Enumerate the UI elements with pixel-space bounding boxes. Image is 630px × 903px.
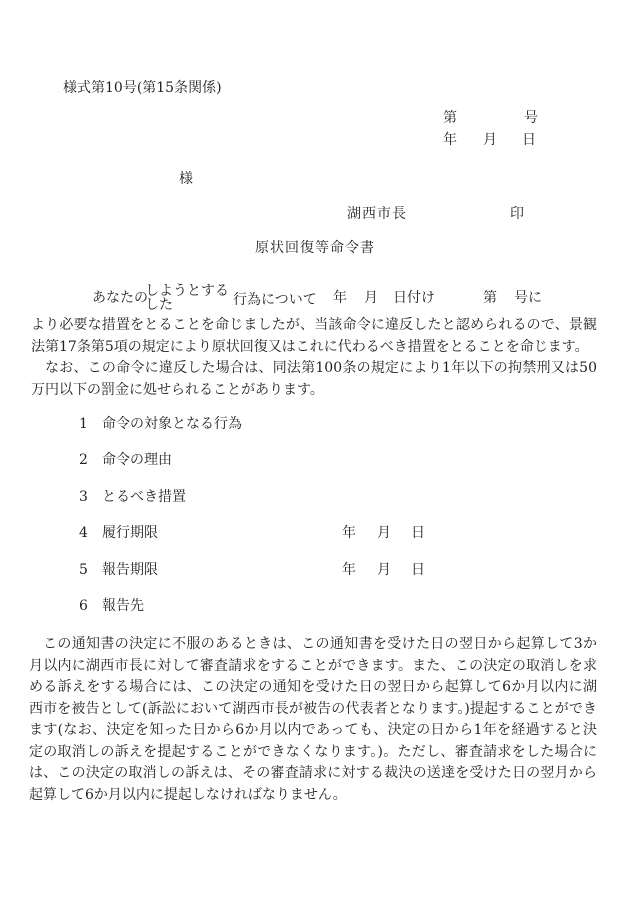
item-number: 1 — [79, 416, 88, 432]
ref-number-suffix: 号 — [524, 110, 538, 126]
ref-number-prefix: 第 — [443, 110, 457, 126]
intro-date-month: 月 — [364, 290, 378, 306]
list-item-target-act — [0, 414, 630, 436]
item-date-month: 月 — [377, 525, 391, 541]
issuer-name: 湖西市長 — [347, 206, 407, 222]
intro-number-prefix: 第 — [483, 290, 497, 306]
appeal-notice-paragraph: この通知書の決定に不服のあるときは、この通知書を受けた日の翌日から起算して3か月以内に湖西市長に対して審査請求をすることができます。また、この決定の取消しを求める訴えをする場合には、この決定の通知を受けた日の翌日から起算して6か月以内に湖西市を被告として(訴訟において湖西市長が被告の代表者となります。)提起することができます(なお、決定を知った日から6か月以内であっても、決定の日から1年を経過すると決定の取消しの訴えを提起することができなくなります。)。ただし、審査請求をした場合には、この決定の取消しの訴えは、その審査請求に対する裁決の送達を受けた日の翌月から起算して6か月以内に提起しなければなりません。 — [29, 636, 597, 803]
item-label: 報告先 — [102, 598, 144, 614]
item-label: とるべき措置 — [102, 489, 186, 505]
item-date-day: 日 — [411, 562, 425, 578]
form-number-label: 様式第10号(第15条関係) — [63, 80, 222, 96]
intro-lead: あなたの — [92, 290, 148, 306]
item-number: 2 — [79, 452, 88, 468]
date-day-label: 日 — [522, 132, 536, 148]
addressee-honorific: 様 — [179, 171, 193, 187]
list-item-performance-deadline — [0, 523, 630, 545]
item-label: 報告期限 — [102, 562, 158, 578]
penalty-paragraph: なお、この命令に違反した場合は、同法第100条の規定により1年以下の拘禁刑又は50万円以下の罰金に処せられることがあります。 — [31, 360, 597, 398]
item-date-day: 日 — [411, 525, 425, 541]
list-item-report-destination — [0, 596, 630, 618]
list-item-measures — [0, 487, 630, 509]
list-item-reason — [0, 450, 630, 472]
item-label: 履行期限 — [102, 525, 158, 541]
document-title: 原状回復等命令書 — [255, 240, 375, 256]
list-item-report-deadline — [0, 560, 630, 582]
intro-number-suffix: 号に — [514, 290, 542, 306]
item-date-year: 年 — [342, 562, 356, 578]
intro-option-top: しようとする — [145, 283, 229, 299]
intro-continuation-paragraph: より必要な措置をとることを命じましたが、当該命令に違反したと認められるので、景観法第17条第5項の規定により原状回復又はこれに代わるべき措置をとることを命じます。 — [31, 317, 597, 355]
intro-option-group — [145, 285, 229, 312]
item-number: 4 — [79, 525, 88, 541]
intro-option-bottom: した — [145, 296, 173, 313]
date-year-label: 年 — [443, 132, 457, 148]
item-label: 命令の対象となる行為 — [102, 416, 242, 432]
item-number: 5 — [79, 562, 88, 578]
issuer-seal: 印 — [510, 206, 524, 222]
date-month-label: 月 — [483, 132, 497, 148]
item-date-year: 年 — [342, 525, 356, 541]
item-number: 3 — [79, 489, 88, 505]
intro-date-day: 日付け — [393, 290, 435, 306]
item-label: 命令の理由 — [102, 452, 172, 468]
intro-date-year: 年 — [333, 290, 347, 306]
item-date-month: 月 — [377, 562, 391, 578]
item-number: 6 — [79, 598, 88, 614]
intro-after-option: 行為について — [233, 292, 317, 308]
